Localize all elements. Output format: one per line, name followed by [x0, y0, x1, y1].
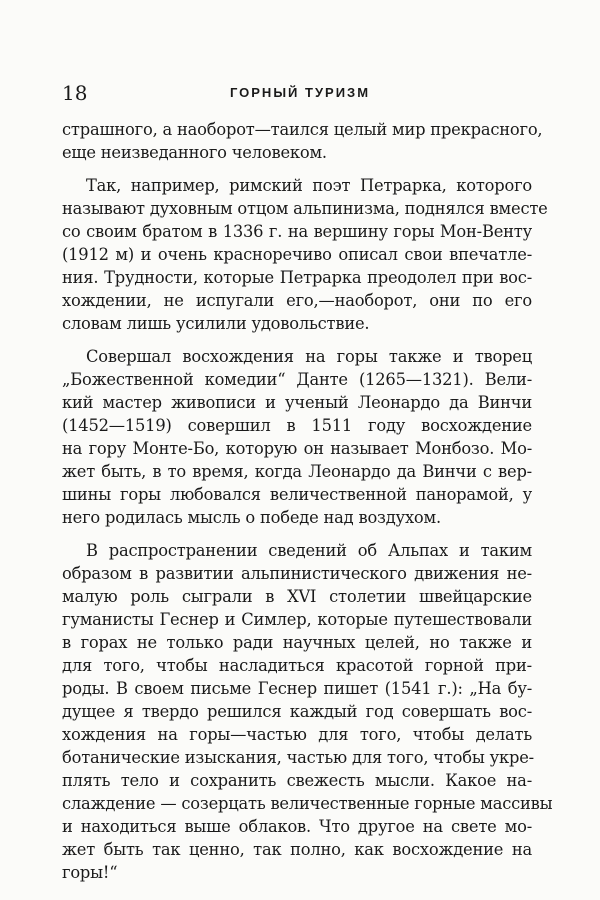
text-line: ния. Трудности, которые Петрарка преодолел при вос-	[62, 268, 532, 287]
text-line: на гору Монте-Бо, которую он называет Монбозо. Мо-	[62, 439, 532, 458]
text-line: для того, чтобы насладиться красотой горной при-	[62, 656, 532, 675]
text-line: страшного, а наоборот—таился целый мир прекрасного,	[62, 120, 543, 139]
text-line: „Божественной комедии“ Данте (1265—1321). Вели-	[62, 370, 532, 389]
text-line: (1452—1519) совершил в 1511 году восхождение	[62, 416, 532, 435]
text-line: со своим братом в 1336 г. на вершину горы Мон-Венту	[62, 222, 532, 241]
body-text	[62, 118, 553, 894]
page-header	[0, 78, 600, 108]
text-line: словам лишь усилили удовольствие.	[62, 314, 370, 333]
text-line: шины горы любовался величественной панорамой, у	[62, 485, 532, 504]
text-line: жет быть, в то время, когда Леонардо да Винчи с вер-	[62, 462, 532, 481]
text-line: кий мастер живописи и ученый Леонардо да Винчи	[62, 393, 532, 412]
paragraph	[62, 345, 532, 529]
text-line: и находиться выше облаков. Что другое на свете мо-	[62, 817, 532, 836]
text-line: В распространении сведений об Альпах и таким	[86, 541, 532, 560]
text-line: гуманисты Геснер и Симлер, которые путешествовали	[62, 610, 532, 629]
text-line: дущее я твердо решился каждый год совершать вос-	[62, 702, 532, 721]
text-line: роды. В своем письме Геснер пишет (1541 г.): „На бу-	[62, 679, 532, 698]
paragraph	[62, 118, 543, 164]
text-line: плять тело и сохранить свежесть мысли. Какое на-	[62, 771, 532, 790]
text-line: называют духовным отцом альпинизма, поднялся вместе	[62, 199, 548, 218]
text-line: него родилась мысль о победе над воздухом.	[62, 508, 441, 527]
text-line: Так, например, римский поэт Петрарка, которого	[86, 176, 532, 195]
text-line: хождения на горы—частью для того, чтобы делать	[62, 725, 532, 744]
page-number: 18	[62, 81, 88, 105]
running-title: ГОРНЫЙ ТУРИЗМ	[229, 85, 371, 100]
text-line: ботанические изыскания, частью для того, чтобы укре-	[62, 748, 534, 767]
text-line: в горах не только ради научных целей, но также и	[62, 633, 532, 652]
paragraph	[62, 539, 553, 884]
text-line: слаждение — созерцать величественные горные массивы	[62, 794, 553, 813]
text-line: еще неизведанного человеком.	[62, 143, 327, 162]
text-line: хождении, не испугали его,—наоборот, они по его	[62, 291, 532, 310]
text-line: малую роль сыграли в XVI столетии швейцарские	[62, 587, 532, 606]
text-line: образом в развитии альпинистического движения не-	[62, 564, 532, 583]
text-line: горы!“	[62, 863, 118, 882]
paragraph	[62, 174, 548, 335]
text-line: жет быть так ценно, так полно, как восхождение на	[62, 840, 532, 859]
text-line: Совершал восхождения на горы также и творец	[86, 347, 532, 366]
text-line: (1912 м) и очень красноречиво описал свои впечатле-	[62, 245, 532, 264]
